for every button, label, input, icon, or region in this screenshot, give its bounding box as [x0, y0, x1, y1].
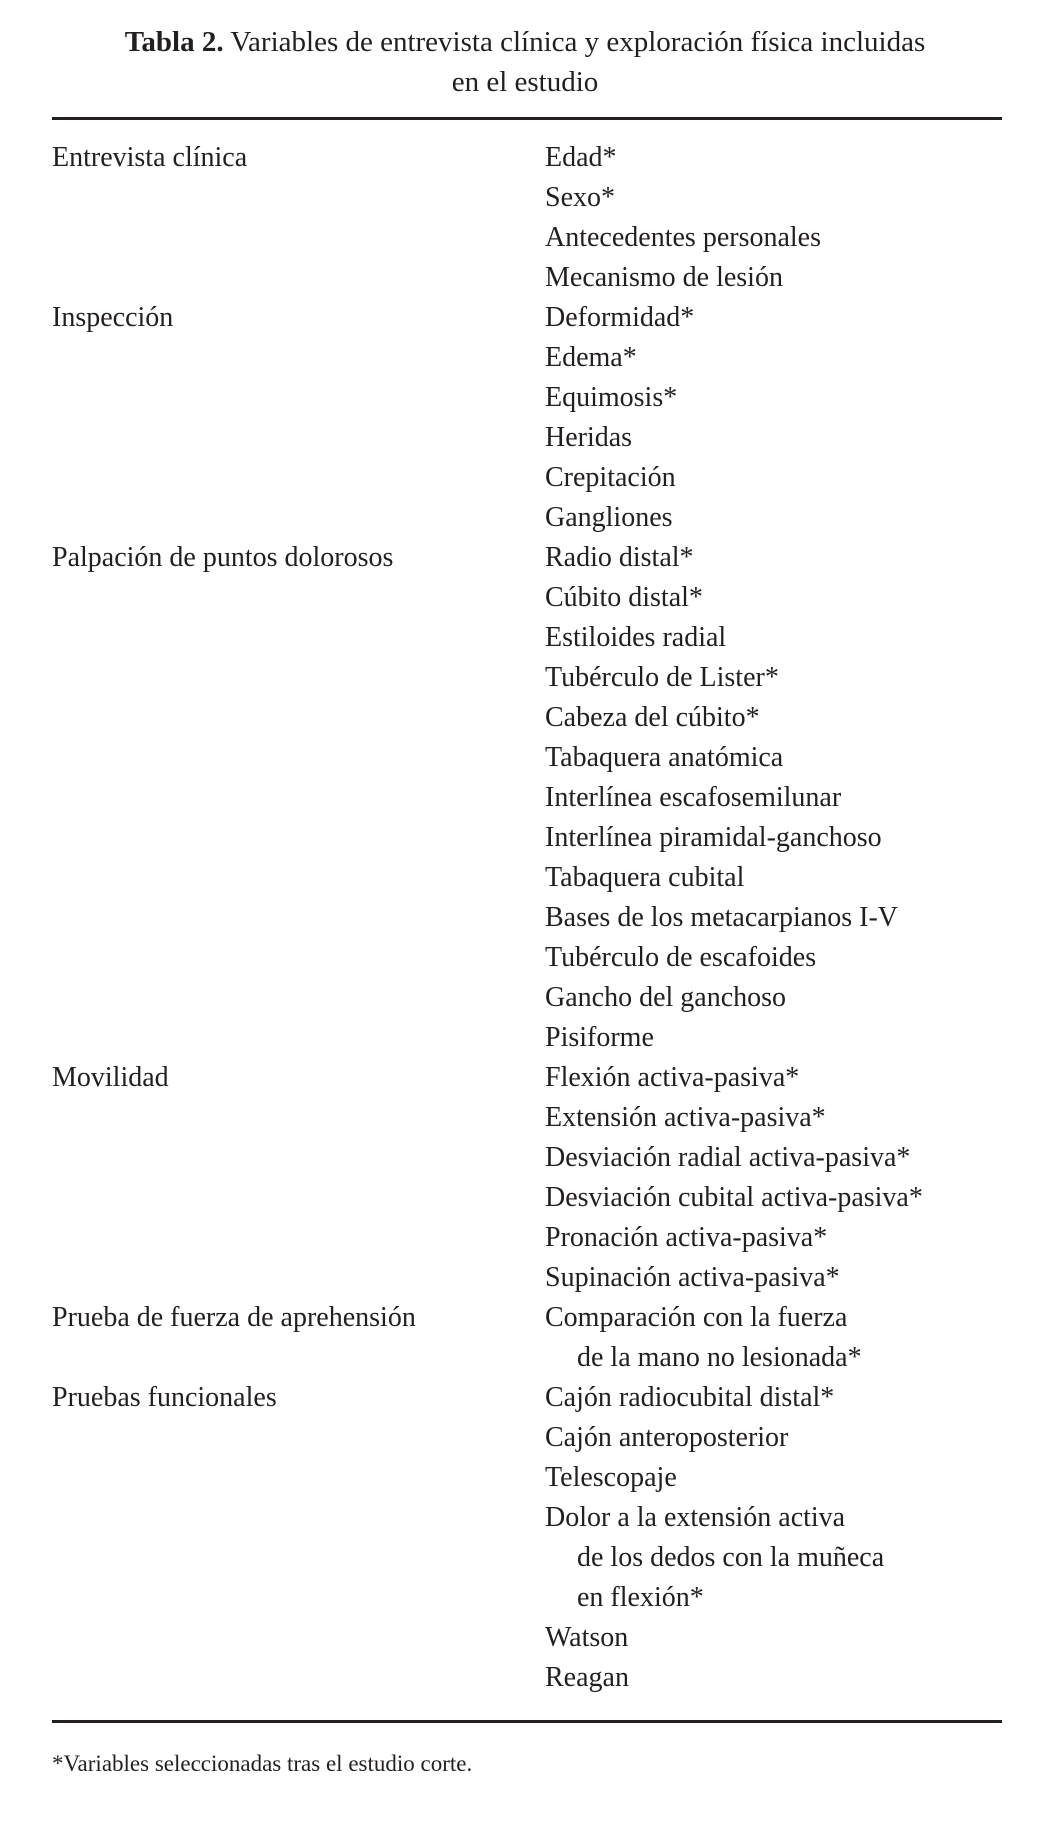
variable-text: Desviación radial activa-pasiva*: [545, 1142, 911, 1173]
variable-text: Mecanismo de lesión: [545, 262, 783, 293]
caption-line-1: [40, 22, 1010, 62]
variable-item: [545, 898, 1002, 938]
variable-list: [545, 138, 1002, 298]
variable-text: Cúbito distal*: [545, 582, 703, 613]
table-row: [52, 1378, 1002, 1698]
variable-text: Heridas: [545, 422, 633, 453]
variable-item: [545, 1138, 1002, 1178]
variable-list: [545, 1298, 1002, 1378]
variable-text: Cabeza del cúbito*: [545, 702, 760, 733]
variable-item: [545, 498, 1002, 538]
variable-text-continuation: en flexión*: [577, 1582, 704, 1613]
variable-text: Tubérculo de escafoides: [545, 942, 817, 973]
caption-text: Variables de entrevista clínica y exploración física incluidas: [230, 26, 926, 58]
variable-text: Reagan: [545, 1662, 629, 1693]
variable-text: Watson: [545, 1622, 629, 1653]
variable-item: [545, 778, 1002, 818]
variable-text: Equimosis*: [545, 382, 678, 413]
top-rule: [52, 117, 1002, 120]
variable-text: Tubérculo de Lister*: [545, 662, 779, 693]
variable-text: Cajón anteroposterior: [545, 1422, 789, 1453]
variable-text: Telescopaje: [545, 1462, 677, 1493]
bottom-rule: [52, 1720, 1002, 1723]
table-row: [52, 298, 1002, 538]
category-label: Prueba de fuerza de aprehensión: [52, 1302, 416, 1333]
variable-item: [545, 738, 1002, 778]
category-label: Movilidad: [52, 1062, 169, 1093]
table-row: [52, 138, 1002, 298]
variable-item: [545, 1098, 1002, 1138]
variable-item: [545, 458, 1002, 498]
variable-item: [545, 178, 1002, 218]
variable-item: [545, 378, 1002, 418]
variable-text: Pisiforme: [545, 1022, 654, 1053]
variable-item: [545, 1258, 1002, 1298]
variable-item: [545, 218, 1002, 258]
category-label: Pruebas funcionales: [52, 1382, 277, 1413]
variable-text: Desviación cubital activa-pasiva*: [545, 1182, 923, 1213]
table-row: [52, 538, 1002, 1058]
variable-item: [545, 538, 1002, 578]
variable-item: [545, 1618, 1002, 1658]
variable-item: [545, 1018, 1002, 1058]
variable-text: Extensión activa-pasiva*: [545, 1102, 826, 1133]
variable-item: [545, 418, 1002, 458]
variable-item: [545, 1058, 1002, 1098]
variable-list: [545, 1058, 1002, 1298]
variable-item: [545, 698, 1002, 738]
variable-text: Bases de los metacarpianos I-V: [545, 902, 898, 933]
variable-text: Deformidad*: [545, 302, 695, 333]
variable-text-continuation: de los dedos con la muñeca: [577, 1542, 885, 1573]
variable-item: [545, 298, 1002, 338]
table-row: [52, 1298, 1002, 1378]
variable-text: Interlínea piramidal-ganchoso: [545, 822, 882, 853]
variable-item: [545, 858, 1002, 898]
variable-item: [545, 1378, 1002, 1418]
variable-text: Crepitación: [545, 462, 676, 493]
variable-item: [545, 1458, 1002, 1498]
table-footnote: *Variables seleccionadas tras el estudio corte.: [52, 1751, 473, 1776]
category-label: Inspección: [52, 302, 174, 333]
variable-text-continuation: de la mano no lesionada*: [577, 1342, 862, 1373]
variable-list: [545, 538, 1002, 1058]
variable-item: [545, 578, 1002, 618]
variable-item: [545, 618, 1002, 658]
variable-item: [545, 338, 1002, 378]
table-row: [52, 1058, 1002, 1298]
table-caption: [40, 22, 1010, 102]
variable-item: [545, 1498, 1002, 1618]
variable-text: Pronación activa-pasiva*: [545, 1222, 828, 1253]
variable-text: Flexión activa-pasiva*: [545, 1062, 800, 1093]
variable-item: [545, 938, 1002, 978]
category-label: Palpación de puntos dolorosos: [52, 542, 394, 573]
variable-item: [545, 1298, 1002, 1378]
variable-text: Tabaquera anatómica: [545, 742, 784, 773]
variable-item: [545, 658, 1002, 698]
variable-list: [545, 1378, 1002, 1698]
caption-line-2: en el estudio: [451, 66, 599, 98]
variable-text: Supinación activa-pasiva*: [545, 1262, 840, 1293]
variable-item: [545, 258, 1002, 298]
variable-text: Radio distal*: [545, 542, 694, 573]
variable-text: Sexo*: [545, 182, 615, 213]
category-label: Entrevista clínica: [52, 142, 248, 173]
variable-item: [545, 1178, 1002, 1218]
caption-label: Tabla 2.: [124, 26, 224, 58]
variable-text: Edema*: [545, 342, 637, 373]
variable-text: Estiloides radial: [545, 622, 727, 653]
variable-item: [545, 978, 1002, 1018]
variable-list: [545, 298, 1002, 538]
variable-item: [545, 1418, 1002, 1458]
variable-text: Dolor a la extensión activa: [545, 1502, 846, 1533]
variable-text: Antecedentes personales: [545, 222, 821, 253]
variable-text: Cajón radiocubital distal*: [545, 1382, 835, 1413]
variable-text: Interlínea escafosemilunar: [545, 782, 842, 813]
variable-text: Tabaquera cubital: [545, 862, 745, 893]
variable-item: [545, 818, 1002, 858]
variable-item: [545, 1218, 1002, 1258]
variable-text: Gancho del ganchoso: [545, 982, 787, 1013]
variable-text: Comparación con la fuerza: [545, 1302, 848, 1333]
variable-item: [545, 1658, 1002, 1698]
variable-text: Gangliones: [545, 502, 673, 533]
variable-item: [545, 138, 1002, 178]
variable-text: Edad*: [545, 142, 617, 173]
variables-table: [52, 138, 1002, 1698]
